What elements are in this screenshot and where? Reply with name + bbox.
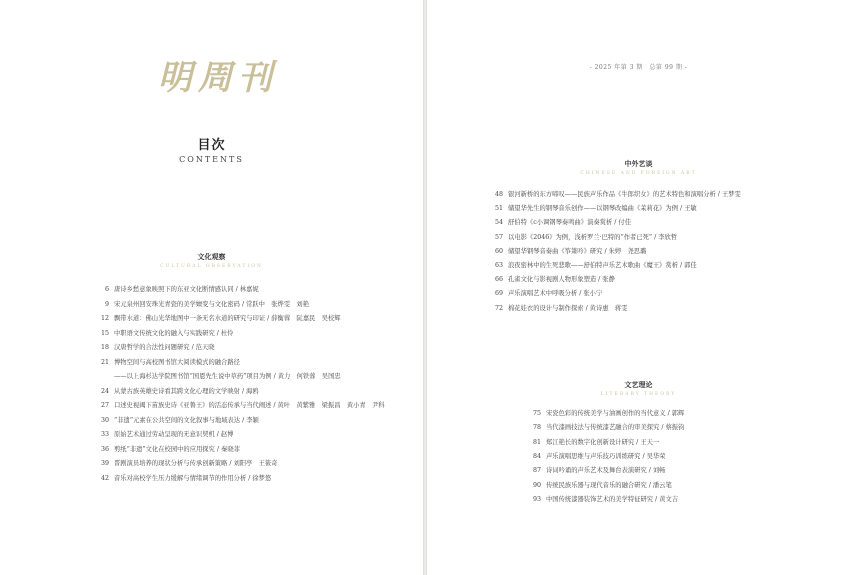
toc-entry[interactable]: [487, 274, 615, 283]
toc-page-number: 69: [494, 290, 503, 298]
toc-page-number: 36: [100, 445, 109, 453]
toc-article-title: 宋元泉州回安珠光青瓷的美学嬗变与文化密码 / 常跃中 张烨雯 刘艳: [114, 300, 310, 308]
section-title-art: 中外艺谈: [624, 159, 653, 168]
contents-title: 目次: [197, 138, 226, 153]
toc-article-title: 宋瓷色彩的传统美学与油画创作的当代意义 / 郭辉: [546, 410, 685, 417]
toc-entry[interactable]: [527, 494, 678, 503]
toc-entry[interactable]: [95, 415, 259, 424]
toc-entry[interactable]: [95, 299, 309, 308]
section-subtitle-art: CHINESE AND FOREIGN ART: [580, 171, 697, 176]
toc-page-number: 39: [100, 460, 109, 467]
toc-page-number: 42: [100, 474, 109, 482]
toc-entry[interactable]: [487, 203, 697, 212]
toc-page-number: 75: [532, 410, 541, 417]
toc-article-title: ——以上海杉达学院图书馆“国恩先生说中草药”项目为例 / 黄力 何铁蓉 吴国忠: [114, 373, 341, 380]
toc-entry[interactable]: [95, 386, 259, 395]
toc-article-title: 剪纸“非遗”文化在校园中的应用探究 / 秦晓菲: [114, 445, 240, 453]
section-subtitle-cultural: CULTURAL OBSERVATION: [160, 264, 263, 269]
toc-page-number: 15: [100, 329, 109, 337]
toc-entry[interactable]: [487, 288, 602, 297]
toc-page-number: 78: [532, 424, 541, 432]
toc-article-title: 以电影《2046》为例，浅析罗兰·巴特的“作者已死” / 李欣哲: [508, 233, 678, 241]
toc-entry[interactable]: [487, 189, 741, 198]
toc-article-title: 飘带水道：佛山光华地图中一条无名水道的研究与印证 / 薛衡蓉 阮嘉民 吴校辉: [114, 315, 341, 322]
toc-page-number: 12: [100, 315, 109, 322]
issue-info: - 2025 年第 3 期 总第 99 期 -: [589, 64, 688, 71]
toc-page-number: 21: [100, 358, 109, 366]
toc-page-number: 84: [532, 452, 541, 460]
toc-article-title: 声乐演唱艺术中呼吸分析 / 张小宁: [508, 290, 603, 298]
toc-article-title: 从蒙古族英雄史诗看其跨文化心理的文学映射 / 海鸥: [114, 387, 259, 395]
toc-entry[interactable]: [95, 371, 341, 380]
toc-page-number: 51: [494, 205, 503, 213]
toc-page-number: 81: [532, 438, 541, 446]
toc-page-number: 57: [494, 233, 503, 241]
toc-article-title: 声乐演唱思维与声乐技巧训练研究 / 吴华荣: [546, 452, 666, 460]
toc-entry[interactable]: [95, 328, 233, 337]
toc-article-title: 浪夜密林中的生死悲歌——舒伯特声乐艺术歌曲《魔王》赏析 / 郭佳: [508, 262, 697, 269]
toc-article-title: 舒伯特《c小调钢琴奏鸣曲》演奏赏析 / 付佳: [508, 219, 631, 227]
toc-entry[interactable]: [487, 232, 677, 241]
section-subtitle-theory: LITERARY THEORY: [600, 392, 677, 397]
toc-article-title: 中国传统漆器装饰艺术的美学特征研究 / 黄文吉: [546, 495, 679, 503]
toc-page-number: 87: [532, 467, 541, 475]
toc-entry[interactable]: [487, 260, 697, 269]
toc-article-title: 晋剧演员培养的现状分析与传承创新策略 / 刘阳亭 王筱奇: [114, 460, 278, 467]
toc-article-title: 储望华先生的钢琴音乐创作——以钢琴改编曲《茉莉花》为例 / 王敏: [508, 205, 697, 213]
toc-entry[interactable]: [527, 465, 665, 474]
toc-entry[interactable]: [95, 458, 278, 467]
right-page: [427, 0, 850, 575]
toc-page-number: 6: [104, 286, 109, 293]
toc-entry[interactable]: [95, 284, 259, 293]
toc-article-title: “非遗”元素在公共空间的文化叙事与地域表达 / 李颖: [114, 416, 259, 424]
toc-article-title: 郑江艳长的数字化创新设计研究 / 王天一: [546, 438, 660, 446]
toc-entry[interactable]: [487, 217, 631, 226]
left-page: [0, 0, 423, 575]
toc-page-number: 72: [494, 304, 503, 312]
toc-entry[interactable]: [95, 444, 240, 453]
toc-page-number: 27: [100, 402, 109, 409]
toc-article-title: 孔雀文化与影视剧人物形象塑造 / 张静: [508, 276, 615, 284]
toc-entry[interactable]: [95, 313, 341, 322]
toc-article-title: 储望华钢琴音奏曲《筝箫吟》研究 / 朱婷 尧思璐: [508, 247, 647, 255]
toc-page-number: 63: [494, 262, 503, 269]
toc-entry[interactable]: [487, 246, 646, 255]
toc-article-title: 原始艺术通过劳动呈现的无意识契机 / 赵博: [114, 431, 234, 438]
toc-article-title: 诗词吟诵的声乐艺术及舞台表演研究 / 刘畅: [546, 467, 666, 475]
toc-entry[interactable]: [95, 357, 240, 366]
toc-page-number: 54: [494, 219, 503, 227]
toc-article-title: 唐诗乡愁意象映照下的东亚文化断情感认同 / 林嘉妮: [114, 286, 259, 293]
section-title-cultural: 文化观察: [197, 252, 226, 261]
toc-entry[interactable]: [95, 342, 215, 351]
toc-page-number: 30: [100, 416, 109, 424]
toc-entry[interactable]: [527, 408, 684, 417]
magazine-logo: 明周刊: [158, 58, 278, 98]
toc-page-number: 66: [494, 276, 503, 284]
toc-article-title: 音乐对高校学生压力缓解与情绪调节的作用分析 / 徐梦悠: [114, 474, 272, 482]
toc-article-title: 传统民族乐器与现代音乐的融合研究 / 潘云笔: [546, 481, 672, 489]
toc-page-number: 90: [532, 481, 541, 489]
toc-article-title: 汉唐哲学的合法性问题研究 / 范天晓: [114, 344, 215, 351]
toc-article-title: 口述史视阈下苗族史诗《亚鲁王》的活态传承与当代阐述 / 黄叶 黄紫雅 梁振昌 黄小青 尹科: [114, 402, 385, 409]
toc-entry[interactable]: [487, 303, 627, 312]
toc-entry[interactable]: [95, 429, 233, 438]
toc-article-title: 当代漆画技法与传统漆艺融合的审美探究 / 蔡振钧: [546, 424, 685, 432]
toc-entry[interactable]: [95, 473, 271, 482]
toc-page-number: 60: [494, 247, 503, 255]
toc-page-number: 93: [532, 495, 541, 503]
toc-article-title: 中职语文传统文化的融入与实践研究 / 杜伶: [114, 329, 234, 337]
toc-entry[interactable]: [527, 480, 672, 489]
section-title-theory: 文艺理论: [624, 380, 653, 389]
toc-entry[interactable]: [527, 422, 684, 431]
toc-article-title: 银河新桥的东方啼叹——民族声乐作品《牛郎织女》的艺术特色和演唱分析 / 王梦雯: [508, 191, 741, 198]
toc-entry[interactable]: [527, 437, 659, 446]
contents-subtitle: CONTENTS: [179, 155, 244, 164]
toc-article-title: 棉花娃衣的设计与制作探索 / 黄诗惠 蒋雯: [508, 304, 628, 312]
toc-page-number: 18: [100, 344, 109, 351]
toc-page-number: 9: [104, 300, 109, 308]
toc-page-number: 33: [100, 431, 109, 438]
toc-page-number: 48: [494, 191, 503, 198]
toc-article-title: 博物空间与高校图书馆大阅读模式的融合路径: [114, 358, 240, 366]
toc-page-number: 24: [100, 387, 109, 395]
toc-entry[interactable]: [95, 400, 385, 409]
toc-entry[interactable]: [527, 451, 665, 460]
